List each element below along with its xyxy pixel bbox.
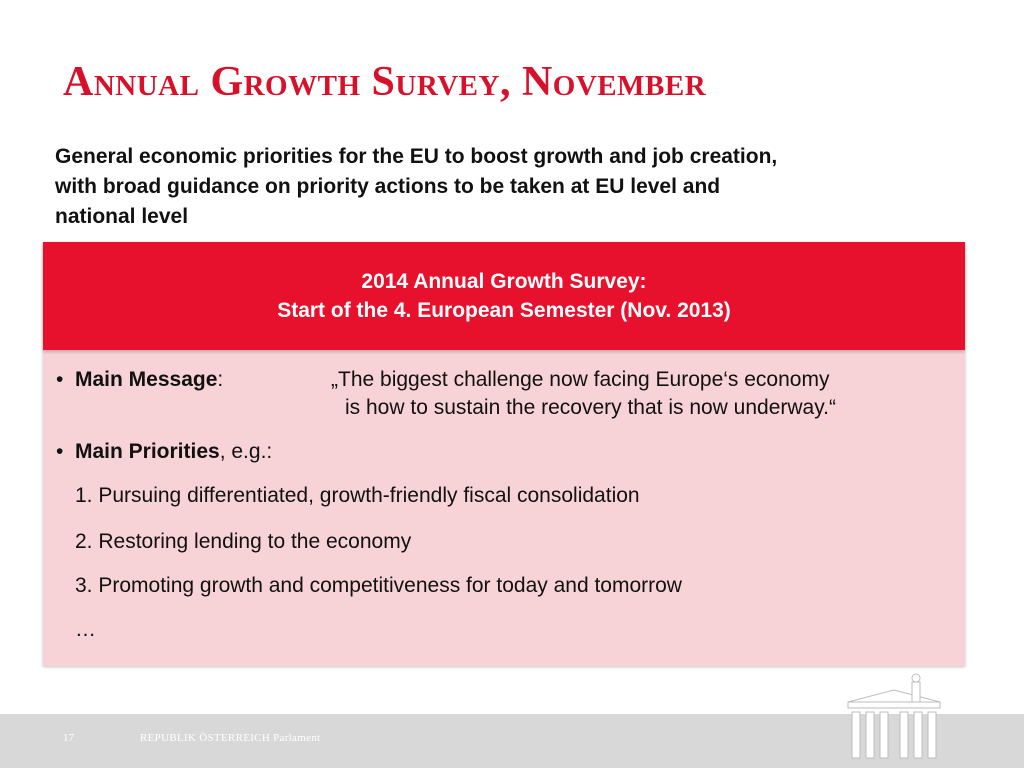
card-header-line2: Start of the 4. European Semester (Nov. 2013) bbox=[277, 299, 731, 322]
ellipsis: … bbox=[75, 618, 96, 641]
intro-line: national level bbox=[55, 205, 189, 228]
main-priorities-group bbox=[75, 438, 272, 466]
intro-text bbox=[55, 142, 955, 232]
priority-item: 3. Promoting growth and competitiveness for today and tomorrow bbox=[75, 574, 682, 597]
main-priorities-label: Main Priorities bbox=[75, 440, 220, 463]
main-priorities-suffix: , e.g.: bbox=[219, 440, 273, 463]
bullet: • bbox=[56, 440, 64, 463]
survey-card bbox=[43, 242, 965, 666]
page-number: 17 bbox=[63, 732, 74, 744]
footer-organization: REPUBLIK ÖSTERREICH Parlament bbox=[140, 732, 321, 744]
card-header-line1: 2014 Annual Growth Survey: bbox=[361, 270, 647, 293]
main-message-colon: : bbox=[217, 368, 224, 391]
quote-line-2: is how to sustain the recovery that is now underway.“ bbox=[345, 396, 837, 419]
main-message-label: Main Message bbox=[75, 368, 218, 391]
quote-line-1: „The biggest challenge now facing Europe‘s economy bbox=[331, 368, 830, 391]
bullet: • bbox=[56, 368, 64, 391]
card-header bbox=[43, 242, 965, 350]
slide-title: Annual Growth Survey, November bbox=[63, 59, 707, 105]
priority-item: 1. Pursuing differentiated, growth-friendly fiscal consolidation bbox=[75, 484, 640, 507]
intro-line: with broad guidance on priority actions to be taken at EU level and bbox=[55, 175, 721, 198]
parliament-logo-icon bbox=[838, 668, 950, 768]
priority-item: 2. Restoring lending to the economy bbox=[75, 530, 412, 553]
intro-line: General economic priorities for the EU to boost growth and job creation, bbox=[55, 145, 778, 168]
main-message-label-group bbox=[75, 366, 223, 394]
